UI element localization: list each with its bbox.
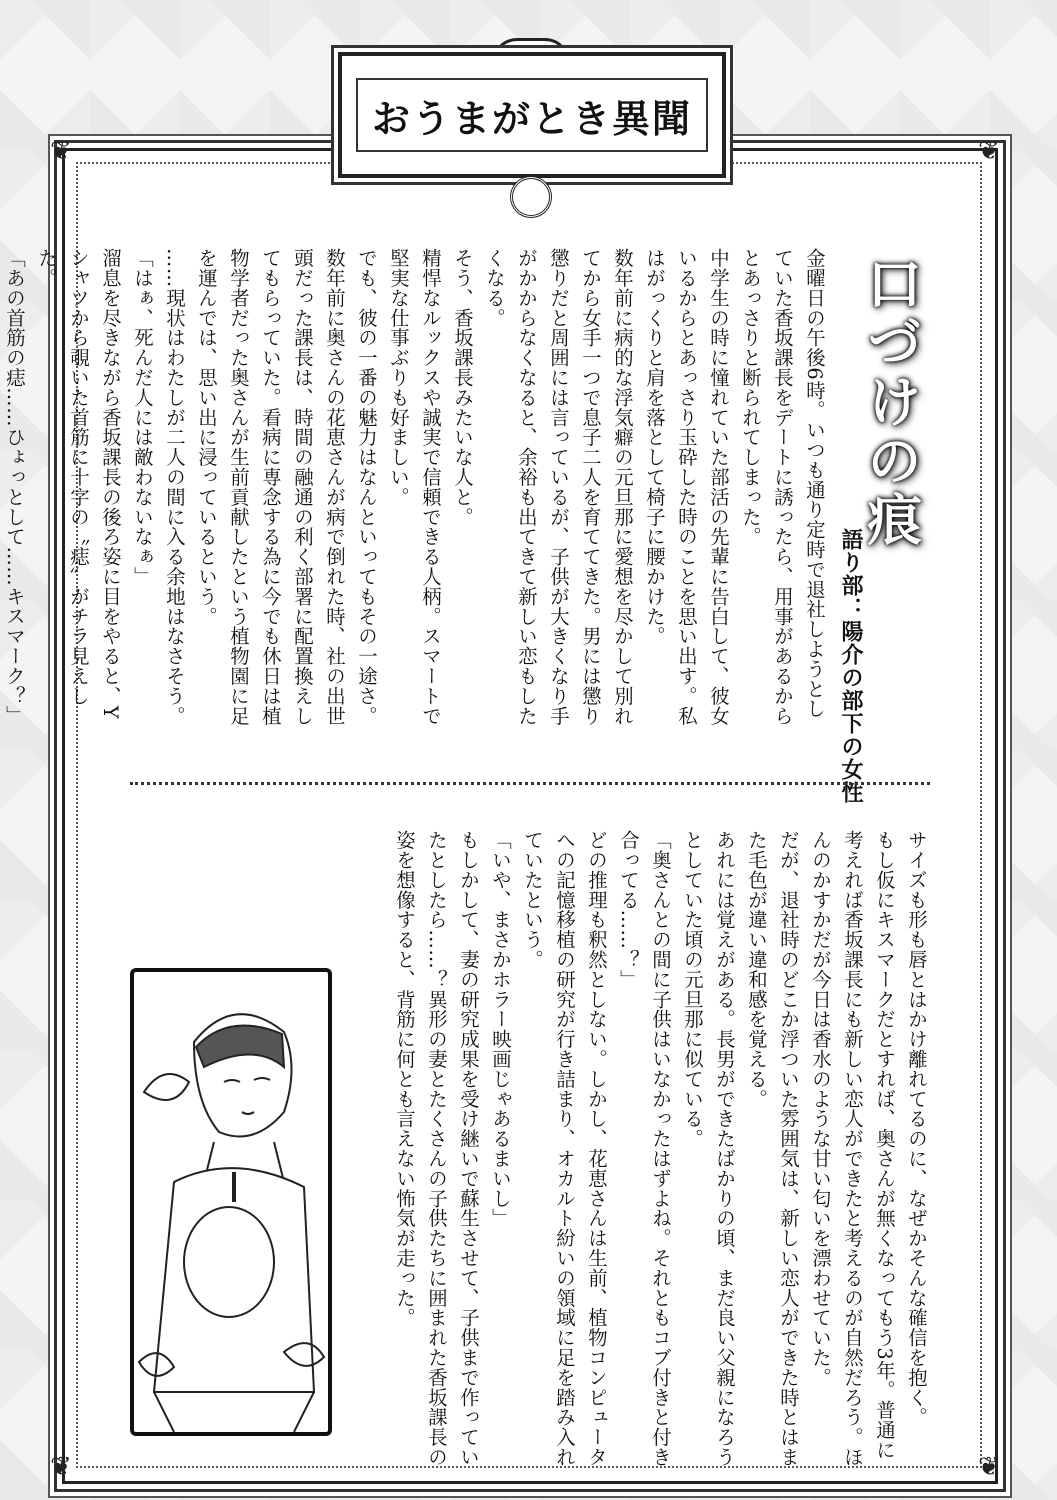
- paragraph: そう、香坂課長みたいな人と。: [451, 248, 474, 527]
- paragraph: 「いや、まさかホラー映画じゃあるまいし」: [489, 830, 512, 1228]
- story-title: 口づけの痕: [858, 255, 922, 550]
- paragraph: 「あの首筋の痣……ひょっとして……キスマーク？」: [3, 248, 26, 726]
- paragraph: ……現状はわたしが二人の間に入る余地はなさそう。: [163, 248, 186, 726]
- paragraph: あれには覚えがある。長男ができたばかりの頃、まだ良い父親になろうとしていた頃の元旦那に似ている。: [681, 830, 736, 1467]
- character-illustration: [130, 968, 332, 1436]
- corner-ornament-icon: ❦: [50, 1452, 72, 1482]
- paragraph: もしかして、妻の研究成果を受け継いで蘇生させて、子供まで作っていたとしたら……？異形の妻とたくさんの子供たちに囲まれた香坂課長の姿を想像すると、背筋に何とも言えない怖気が走った。: [393, 830, 480, 1467]
- paragraph: 「はぁ、死んだ人には敵わないなぁ」: [131, 248, 154, 587]
- paragraph: 精悍なルックスや誠実で信頼できる人柄。スマートで堅実な仕事ぶりも好ましい。: [387, 248, 442, 726]
- narrator-credit: 語り部：陽介の部下の女性: [838, 528, 864, 804]
- illustration-sketch: [134, 972, 328, 1432]
- series-title: おうまがとき異聞: [371, 95, 692, 141]
- corner-ornament-icon: ❦: [50, 136, 72, 166]
- paragraph: もし仮にキスマークだとすれば、奥さんが無くなってもう3年。普通に考えれば香坂課長にも新しい恋人ができたと考えるのが自然だろう。ほんのかすかだが今日は香水のような甘い匂いを漂わせていた。: [809, 830, 896, 1467]
- paragraph: だが、退社時のどこか浮ついた雰囲気は、新しい恋人ができた時とはまた毛色が違い違和感を覚える。: [745, 830, 800, 1467]
- paragraph: 金曜日の午後6時。いつも通り定時で退社しようとしていた香坂課長をデートに誘ったら、用事があるからとあっさりと断られてしまった。: [739, 248, 826, 726]
- corner-ornament-icon: ❦: [978, 136, 1000, 166]
- lower-text-block: [350, 830, 932, 1470]
- title-plaque: [338, 52, 726, 178]
- rose-ornament-icon: [510, 176, 552, 218]
- paragraph: 数年前に病的な浮気癖の元旦那に愛想を尽かして別れてから女手一つで息子二人を育ててきた。男には懲り懲りだと周囲には言っているが、子供が大きくなり手がかからなくなると、余裕も出てきて新しい恋もしたくなる。: [483, 248, 634, 726]
- paragraph: 数年前に奥さんの花恵さんが病で倒れた時、社の出世頭だった課長は、時間の融通の利く部署に配置換えしてもらっていた。看病に専念する為に今でも休日は植物学者だった奥さんが生前貢献したという植物園に足を運んでは、思い出に浸っているという。: [195, 248, 346, 726]
- corner-ornament-icon: ❦: [978, 1452, 1000, 1482]
- paragraph: 中学生の時に憧れていた部活の先輩に告白して、彼女いるからとあっさり玉砕した時のことを思い出す。私はがっくりと肩を落として椅子に腰かけた。: [643, 248, 730, 726]
- paragraph: どの推理も釈然としない。しかし、花恵さんは生前、植物コンピュータへの記憶移植の研究が行き詰まり、オカルト紛いの領域に足を踏み入れていたという。: [521, 830, 608, 1467]
- paragraph: 溜息を尽きながら香坂課長の後ろ姿に目をやると、Yシャツから覗いた首筋に十字の〝痣〟がチラ見えした。: [35, 248, 122, 720]
- paragraph: サイズも形も唇とはかけ離れてるのに、なぜかそんな確信を抱く。: [905, 830, 928, 1427]
- paragraph: 「奥さんとの間に子供はいなかったはずよね。それともコブ付きと付き合ってる……？」: [617, 830, 672, 1467]
- upper-text-block: [3, 248, 830, 728]
- paragraph: でも、彼の一番の魅力はなんといってもその一途さ。: [355, 248, 378, 726]
- section-divider: [130, 782, 930, 785]
